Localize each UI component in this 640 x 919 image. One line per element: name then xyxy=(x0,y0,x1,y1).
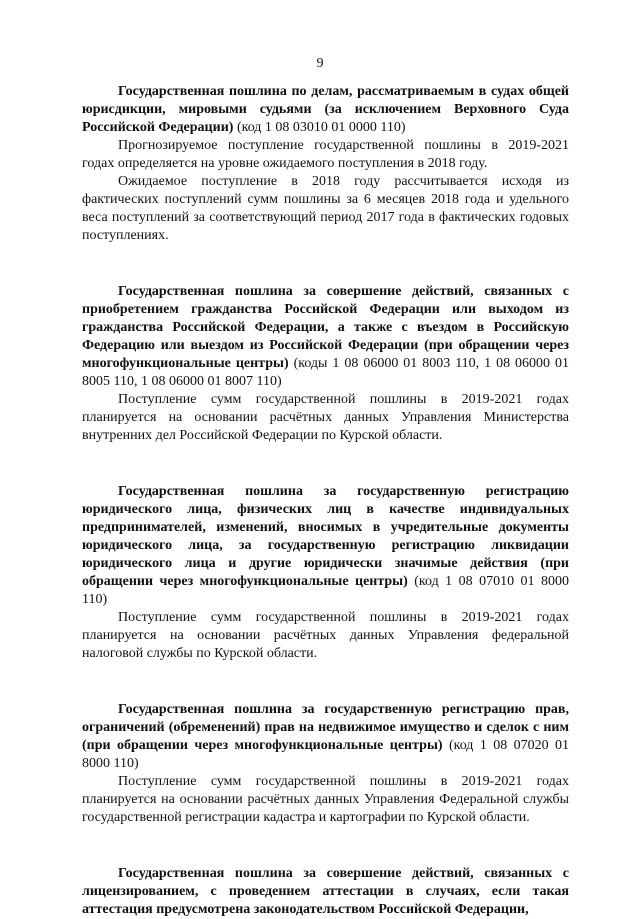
section-spacer xyxy=(82,445,569,483)
section-heading-code: (код 1 08 07010 01 8000 110) xyxy=(82,574,569,607)
section-property-rights-fee xyxy=(82,701,569,827)
section-heading xyxy=(82,865,569,919)
section-heading-bold: Государственная пошлина за совершение действий, связанных с приобретением гражданства Российской Федерации или выходом из гражданства Российской Федерации, а также с въездом в Российскую Федерацию или выездом из Российской Федерации (при обращении через многофункциональные центры) xyxy=(82,284,569,371)
section-heading-code: (код 1 08 07020 01 8000 110) xyxy=(82,738,569,771)
section-heading xyxy=(82,701,569,773)
section-court-fee xyxy=(82,83,569,245)
section-heading-code: (коды 1 08 06000 01 8003 110, 1 08 06000 01 8005 110, 1 08 06000 01 8007 110) xyxy=(82,356,569,389)
section-heading-code: (код 1 08 03010 01 0000 110) xyxy=(233,120,406,135)
section-registration-fee xyxy=(82,483,569,663)
document-body xyxy=(82,83,569,919)
page-number: 9 xyxy=(316,56,324,71)
section-spacer xyxy=(82,663,569,701)
section-heading xyxy=(82,283,569,391)
section-heading xyxy=(82,83,569,137)
section-heading-bold: Государственная пошлина за государственную регистрацию прав, ограничений (обременений) прав на недвижимое имущество и сделок с ним (при обращении через многофункциональные центры) xyxy=(82,702,569,753)
section-heading xyxy=(82,483,569,609)
section-paragraph: Поступление сумм государственной пошлины в 2019-2021 годах планируется на основании расчётных данных Управления Министерства внутренних дел Российской Федерации по Курской области. xyxy=(82,392,569,443)
section-paragraph: Ожидаемое поступление в 2018 году рассчитывается исходя из фактических поступлений сумм пошлины за 6 месяцев 2018 года и удельного веса поступлений за соответствующий период 2017 года в фактических годовых поступлениях. xyxy=(82,174,569,243)
section-licensing-fee xyxy=(82,865,569,919)
section-heading-bold: Государственная пошлина по делам, рассматриваемым в судах общей юрисдикции, мировыми судьями (за исключением Верховного Суда Российской Федерации) xyxy=(82,84,569,135)
section-citizenship-fee xyxy=(82,283,569,445)
section-paragraph: Поступление сумм государственной пошлины в 2019-2021 годах планируется на основании расчётных данных Управления Федеральной службы государственной регистрации кадастра и картографии по Курской области. xyxy=(82,774,569,825)
section-paragraph: Прогнозируемое поступление государственной пошлины в 2019-2021 годах определяется на уровне ожидаемого поступления в 2018 году. xyxy=(82,138,569,171)
section-spacer xyxy=(82,245,569,283)
section-paragraph: Поступление сумм государственной пошлины в 2019-2021 годах планируется на основании расчётных данных Управления федеральной налоговой службы по Курской области. xyxy=(82,610,569,661)
section-spacer xyxy=(82,827,569,865)
section-heading-bold: Государственная пошлина за государственную регистрацию юридического лица, физических лиц в качестве индивидуальных предпринимателей, изменений, вносимых в учредительные документы юридического лица, за государственную регистрацию ликвидации юридического лица и другие юридически значимые действия (при обращении через многофункциональные центры) xyxy=(82,484,569,589)
section-heading-bold: Государственная пошлина за совершение действий, связанных с лицензированием, с проведением аттестации в случаях, если такая аттестация предусмотрена законодательством Российской Федерации, xyxy=(82,866,569,917)
